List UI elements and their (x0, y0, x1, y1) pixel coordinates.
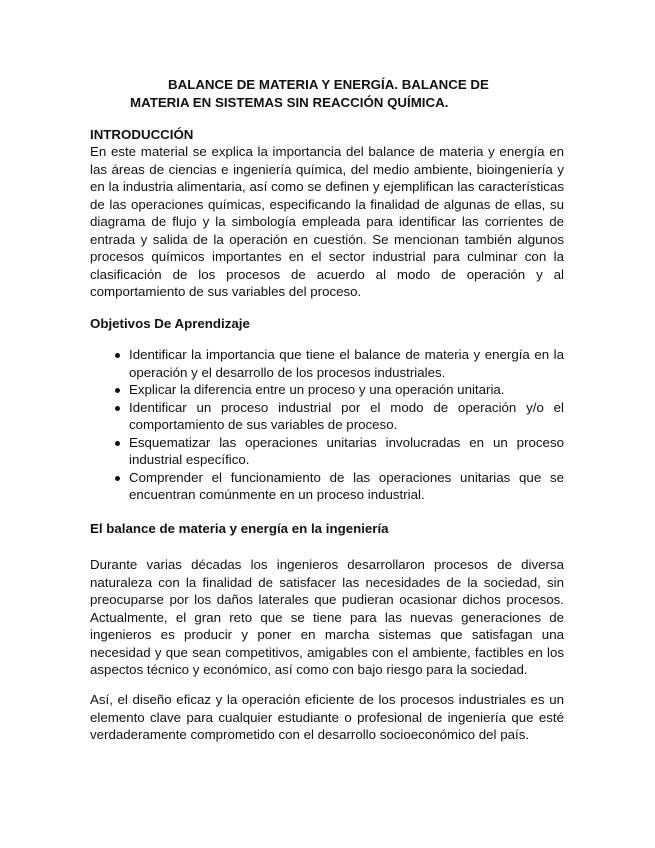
bullet-icon (115, 476, 120, 481)
bullet-icon (115, 406, 120, 411)
objectives-list (90, 346, 564, 504)
bullet-icon (115, 388, 120, 393)
list-item (90, 399, 564, 434)
list-item (90, 381, 564, 399)
engineering-paragraph-1: Durante varias décadas los ingenieros desarrollaron procesos de diversa naturaleza con la finalidad de satisfacer las necesidades de la sociedad, sin preocuparse por los daños laterales que pudieran ocasionar dichos procesos. Actualmente, el gran reto que se tiene para las nuevas generaciones de ingenieros es producir y poner en marcha sistemas que satisfagan una necesidad y que sean competitivos, amigables con el ambiente, factibles en los aspectos técnico y económico, así como con bajo riesgo para la sociedad. (90, 557, 564, 677)
objective-text: Comprender el funcionamiento de las operaciones unitarias que se encuentran comúnmente en un proceso industrial. (129, 469, 564, 502)
bullet-icon (115, 353, 120, 358)
objective-text: Explicar la diferencia entre un proceso y una operación unitaria. (129, 382, 505, 397)
document-title-line-2: MATERIA EN SISTEMAS SIN REACCIÓN QUÍMICA. (130, 95, 449, 110)
objectives-heading: Objetivos De Aprendizaje (90, 316, 250, 331)
list-item (90, 346, 564, 381)
list-item (90, 469, 564, 504)
objective-text: Esquematizar las operaciones unitarias involucradas en un proceso industrial específico. (129, 434, 564, 467)
list-item (90, 434, 564, 469)
objective-text: Identificar la importancia que tiene el balance de materia y energía en la operación y el desarrollo de los procesos industriales. (129, 347, 564, 380)
objective-text: Identificar un proceso industrial por el modo de operación y/o el comportamiento de sus variables de proceso. (129, 399, 564, 432)
engineering-paragraph-2: Así, el diseño eficaz y la operación eficiente de los procesos industriales es un elemento clave para cualquier estudiante o profesional de ingeniería que esté verdaderamente comprometido con el desarrollo socioeconómico del país. (90, 692, 564, 742)
intro-paragraph: En este material se explica la importancia del balance de materia y energía en las áreas de ciencias e ingeniería química, del medio ambiente, bioingeniería y en la industria alimentaria, así como se definen y ejemplifican las características de las operaciones químicas, especificando la finalidad de algunas de ellas, su diagrama de flujo y la simbología empleada para identificar las corrientes de entrada y salida de la operación en cuestión. Se mencionan también algunos procesos químicos importantes en el sector industrial para culminar con la clasificación de los procesos de acuerdo al modo de operación y al comportamiento de sus variables del proceso. (90, 144, 564, 299)
intro-heading: INTRODUCCIÓN (90, 127, 194, 142)
document-title-line-1: BALANCE DE MATERIA Y ENERGÍA. BALANCE DE (168, 77, 489, 92)
bullet-icon (115, 441, 120, 446)
engineering-heading: El balance de materia y energía en la ingeniería (90, 521, 389, 536)
